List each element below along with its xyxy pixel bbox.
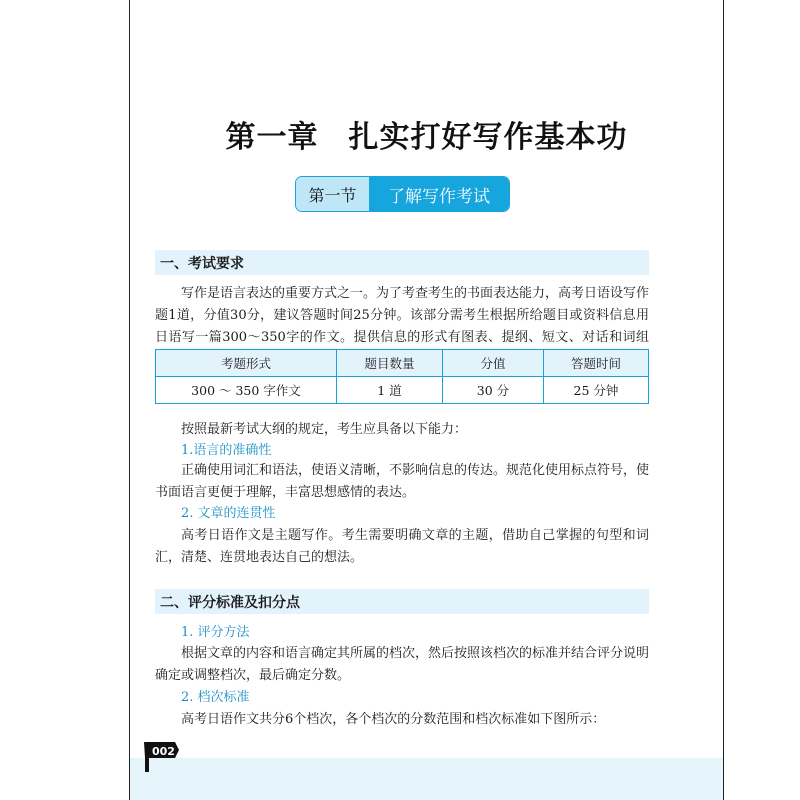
table-header: 答题时间 [544, 350, 649, 377]
ability-intro: 按照最新考试大纲的规定，考生应具备以下能力： [181, 422, 468, 437]
table-header: 题目数量 [337, 350, 443, 377]
table-row [156, 377, 649, 404]
exam-table [155, 349, 649, 404]
table-cell: 1 道 [337, 377, 443, 404]
item-text: 根据文章的内容和语言确定其所属的档次，然后按照该档次的标准并结合评分说明确定或调整档次，最后确定分数。 [155, 646, 650, 683]
table-header: 考题形式 [156, 350, 337, 377]
table-cell: 300 ～ 350 字作文 [156, 377, 337, 404]
section-number: 第一节 [296, 177, 369, 211]
chapter-name: 扎实打好写作基本功 [348, 120, 628, 155]
item-title: 1. 评分方法 [181, 625, 250, 640]
chapter-number: 第一章 [225, 120, 319, 155]
item-title: 2. 文章的连贯性 [181, 506, 276, 521]
part2-heading: 二、评分标准及扣分点 [155, 589, 649, 614]
item-title: 1.语言的准确性 [181, 443, 272, 458]
section-badge [296, 177, 509, 211]
item-text: 高考日语作文是主题写作。考生需要明确文章的主题，借助自己掌握的句型和词汇，清楚、连贯地表达自己的想法。 [155, 528, 649, 565]
part1-heading: 一、考试要求 [155, 250, 649, 275]
section-title: 了解写作考试 [369, 177, 509, 211]
table-header: 分值 [443, 350, 544, 377]
bottom-band [130, 758, 723, 800]
table-cell: 25 分钟 [544, 377, 649, 404]
table-header-row [156, 350, 649, 377]
item-text: 正确使用词汇和语法，使语义清晰，不影响信息的传达。规范化使用标点符号，使书面语言更便于理解，丰富思想感情的表达。 [155, 463, 650, 500]
item-title: 2. 档次标准 [181, 690, 250, 705]
part1-intro: 写作是语言表达的重要方式之一。为了考查考生的书面表达能力，高考日语设写作题1道，分值30分，建议答题时间25分钟。该部分需考生根据所给题目或资料信息用日语写一篇300～350字的作文。提供信息的形式有图表、提纲、短文、对话和词组 [155, 286, 650, 345]
table-cell: 30 分 [443, 377, 544, 404]
page-number: 002 [152, 745, 175, 758]
item-text: 高考日语作文共分6个档次，各个档次的分数范围和档次标准如下图所示： [181, 712, 606, 727]
chapter-title [130, 112, 723, 156]
